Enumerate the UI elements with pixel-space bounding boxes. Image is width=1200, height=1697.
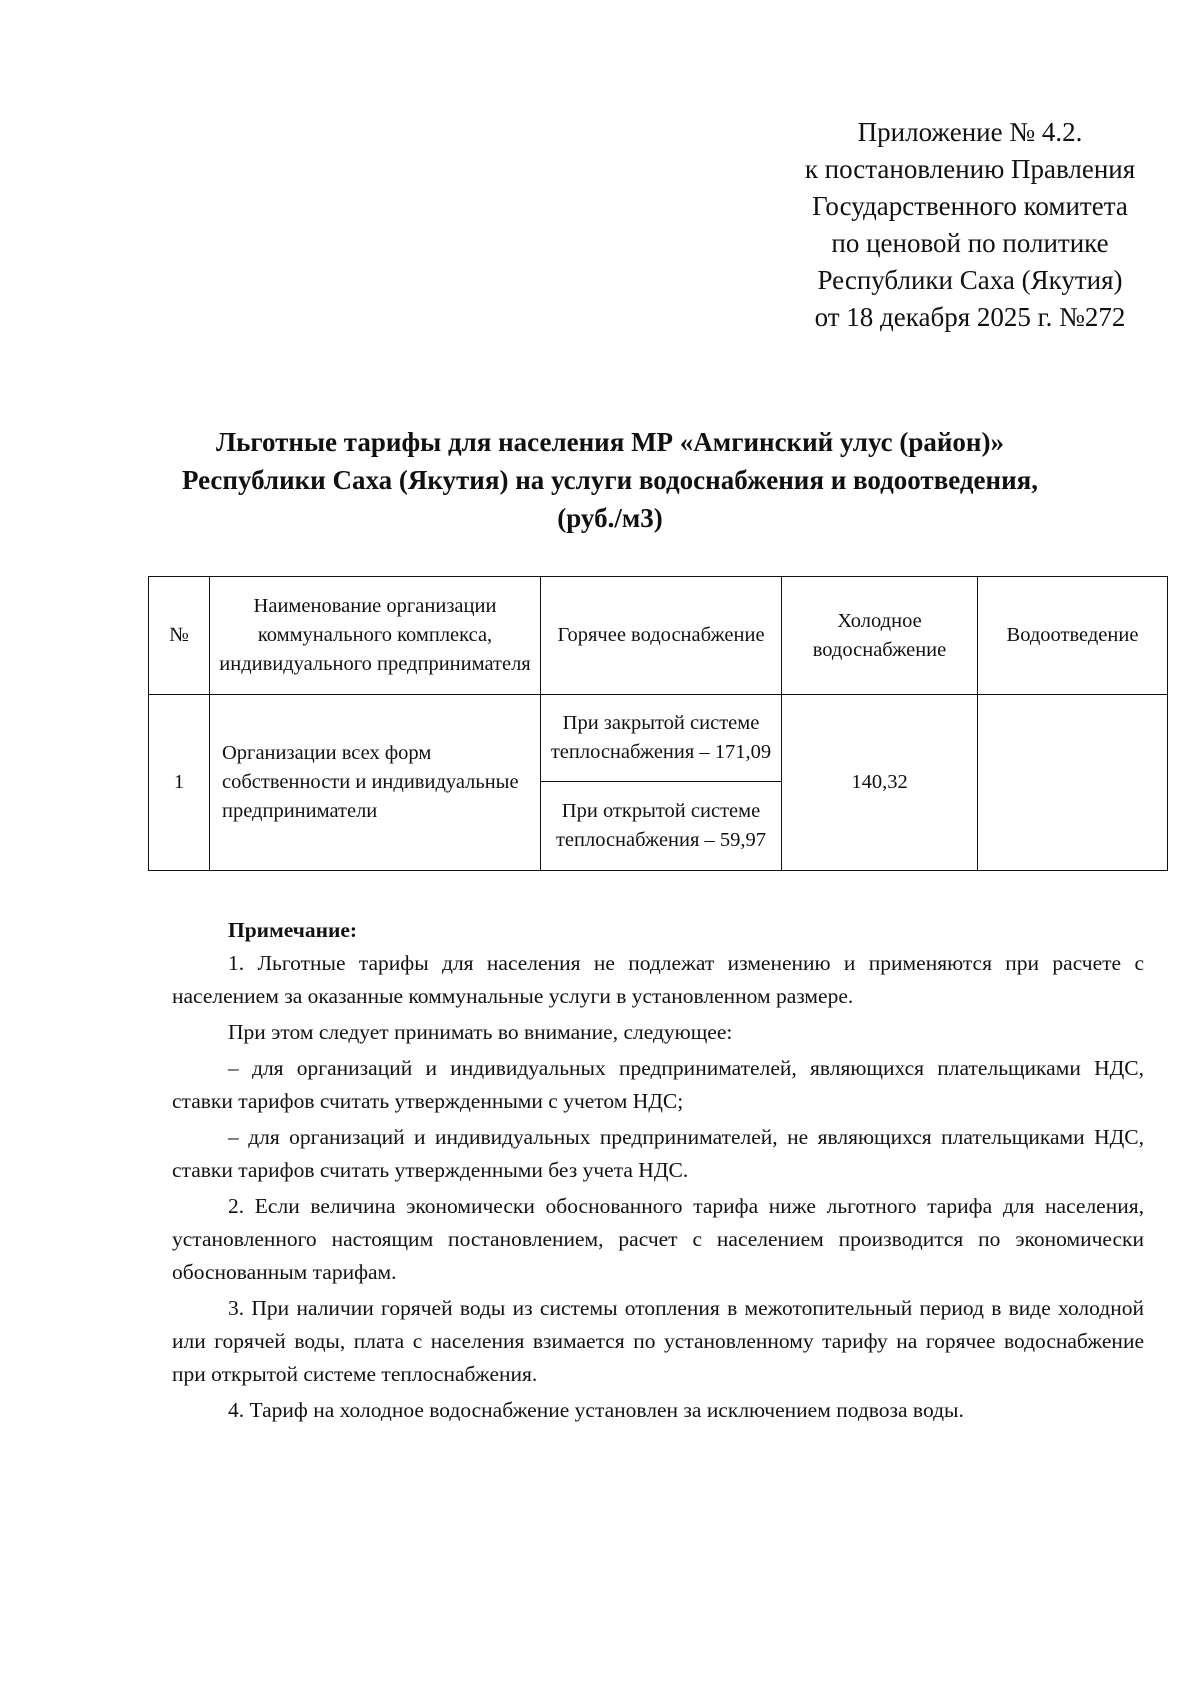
title-line: Республики Саха (Якутия) на услуги водоснабжения и водоотведения, — [181, 465, 1039, 495]
appendix-line: от 18 декабря 2025 г. №272 — [814, 302, 1126, 332]
note-paragraph: – для организаций и индивидуальных предпринимателей, являющихся плательщиками НДС, ставки тарифов считать утвержденными с учетом НДС; — [172, 1056, 1144, 1113]
header-drainage: Водоотведение — [978, 577, 1168, 695]
note-paragraph: При этом следует принимать во внимание, следующее: — [228, 1020, 733, 1044]
appendix-line: Республики Саха (Якутия) — [817, 265, 1123, 295]
note-paragraph: – для организаций и индивидуальных предпринимателей, не являющихся плательщиками НДС, ставки тарифов считать утвержденными без учета НДС. — [172, 1125, 1144, 1182]
cold-water-tariff: 140,32 — [782, 695, 978, 871]
notes-section — [172, 914, 1144, 1427]
title-line: Льготные тарифы для населения МР «Амгинский улус (район)» — [216, 427, 1004, 457]
drainage-tariff — [978, 695, 1168, 871]
table-header-row — [149, 577, 1168, 695]
note-paragraph: 4. Тариф на холодное водоснабжение установлен за исключением подвоза воды. — [228, 1398, 964, 1422]
appendix-line: по ценовой по политике — [831, 228, 1109, 258]
notes-heading: Примечание: — [228, 918, 358, 942]
hot-water-closed-system: При закрытой системе теплоснабжения – 171,09 — [541, 695, 782, 782]
note-paragraph: 3. При наличии горячей воды из системы отопления в межотопительный период в виде холодной или горячей воды, плата с населения взимается по установленному тарифу на горячее водоснабжение при открытой системе теплоснабжения. — [172, 1296, 1144, 1386]
row-num: 1 — [149, 695, 210, 871]
hot-water-open-system: При открытой системе теплоснабжения – 59,97 — [541, 782, 782, 871]
appendix-block — [760, 114, 1180, 336]
appendix-line: к постановлению Правления — [804, 154, 1136, 184]
header-hot-water: Горячее водоснабжение — [541, 577, 782, 695]
row-organization-name: Организации всех форм собственности и индивидуальные предприниматели — [210, 695, 541, 871]
header-cold-water: Холодное водоснабжение — [782, 577, 978, 695]
header-num: № — [149, 577, 210, 695]
note-paragraph: 2. Если величина экономически обоснованного тарифа ниже льготного тарифа для населения, установленного настоящим постановлением, расчет с населением производится по экономически обоснованным тарифам. — [172, 1194, 1144, 1284]
appendix-line: Приложение № 4.2. — [857, 117, 1083, 147]
title-line: (руб./м3) — [557, 503, 663, 533]
header-organization-name: Наименование организации коммунального комплекса, индивидуального предпринимателя — [210, 577, 541, 695]
note-paragraph: 1. Льготные тарифы для населения не подлежат изменению и применяются при расчете с населением за оказанные коммунальные услуги в установленном размере. — [172, 951, 1144, 1008]
appendix-line: Государственного комитета — [812, 191, 1128, 221]
document-title — [140, 423, 1080, 537]
tariff-table — [148, 576, 1168, 871]
table-row — [149, 695, 1168, 782]
